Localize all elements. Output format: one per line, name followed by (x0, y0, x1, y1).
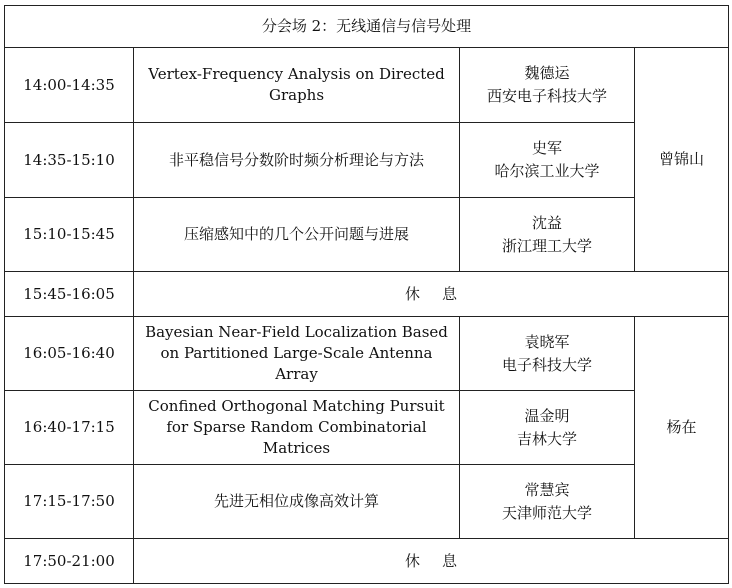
break-time: 15:45-16:05 (5, 272, 134, 317)
table-row (5, 317, 729, 391)
table-row (5, 391, 729, 465)
talk-title: 压缩感知中的几个公开问题与进展 (134, 198, 460, 272)
speaker-name: 温金明 (524, 406, 570, 425)
break-row (5, 272, 729, 317)
talk-title: 先进无相位成像高效计算 (134, 465, 460, 539)
table-row (5, 465, 729, 539)
time-slot: 15:10-15:45 (5, 198, 134, 272)
title-row (5, 6, 729, 48)
speaker-cell (460, 123, 635, 198)
speaker-cell (460, 465, 635, 539)
speaker-affiliation: 电子科技大学 (501, 355, 592, 374)
speaker-cell (460, 48, 635, 123)
time-slot: 17:15-17:50 (5, 465, 134, 539)
speaker-cell (460, 391, 635, 465)
break-label-char: 休 (404, 284, 420, 303)
break-label-char: 息 (442, 284, 458, 303)
speaker-name: 常慧宾 (524, 480, 570, 499)
break-label-char: 休 (404, 551, 420, 570)
speaker-cell (460, 317, 635, 391)
session-title: 分会场 2：无线通信与信号处理 (5, 6, 729, 48)
session-schedule-table (4, 5, 729, 584)
speaker-affiliation: 哈尔滨工业大学 (494, 162, 600, 180)
speaker-name: 魏德运 (524, 64, 570, 82)
time-slot: 16:40-17:15 (5, 391, 134, 465)
break-time: 17:50-21:00 (5, 539, 134, 584)
break-row (5, 539, 729, 584)
break-label-char: 息 (442, 551, 458, 570)
speaker-affiliation: 西安电子科技大学 (486, 87, 607, 105)
speaker-affiliation: 浙江理工大学 (501, 236, 592, 255)
talk-title: 非平稳信号分数阶时频分析理论与方法 (134, 123, 460, 198)
session-chair: 杨在 (635, 317, 729, 539)
speaker-name: 袁晓军 (524, 332, 570, 351)
table-row (5, 48, 729, 123)
time-slot: 14:00-14:35 (5, 48, 134, 123)
table-row (5, 198, 729, 272)
talk-title: Bayesian Near-Field Localization Based on Partitioned Large-Scale Antenna Array (134, 317, 460, 391)
break-label (134, 272, 729, 317)
talk-title: Vertex-Frequency Analysis on Directed Graphs (134, 48, 460, 123)
session-chair: 曾锦山 (635, 48, 729, 272)
break-label (134, 539, 729, 584)
talk-title: Confined Orthogonal Matching Pursuit for Sparse Random Combinatorial Matrices (134, 391, 460, 465)
time-slot: 14:35-15:10 (5, 123, 134, 198)
speaker-affiliation: 天津师范大学 (501, 503, 592, 522)
speaker-name: 史军 (531, 139, 562, 157)
speaker-affiliation: 吉林大学 (516, 429, 577, 448)
speaker-cell (460, 198, 635, 272)
table-row (5, 123, 729, 198)
time-slot: 16:05-16:40 (5, 317, 134, 391)
speaker-name: 沈益 (531, 213, 562, 232)
